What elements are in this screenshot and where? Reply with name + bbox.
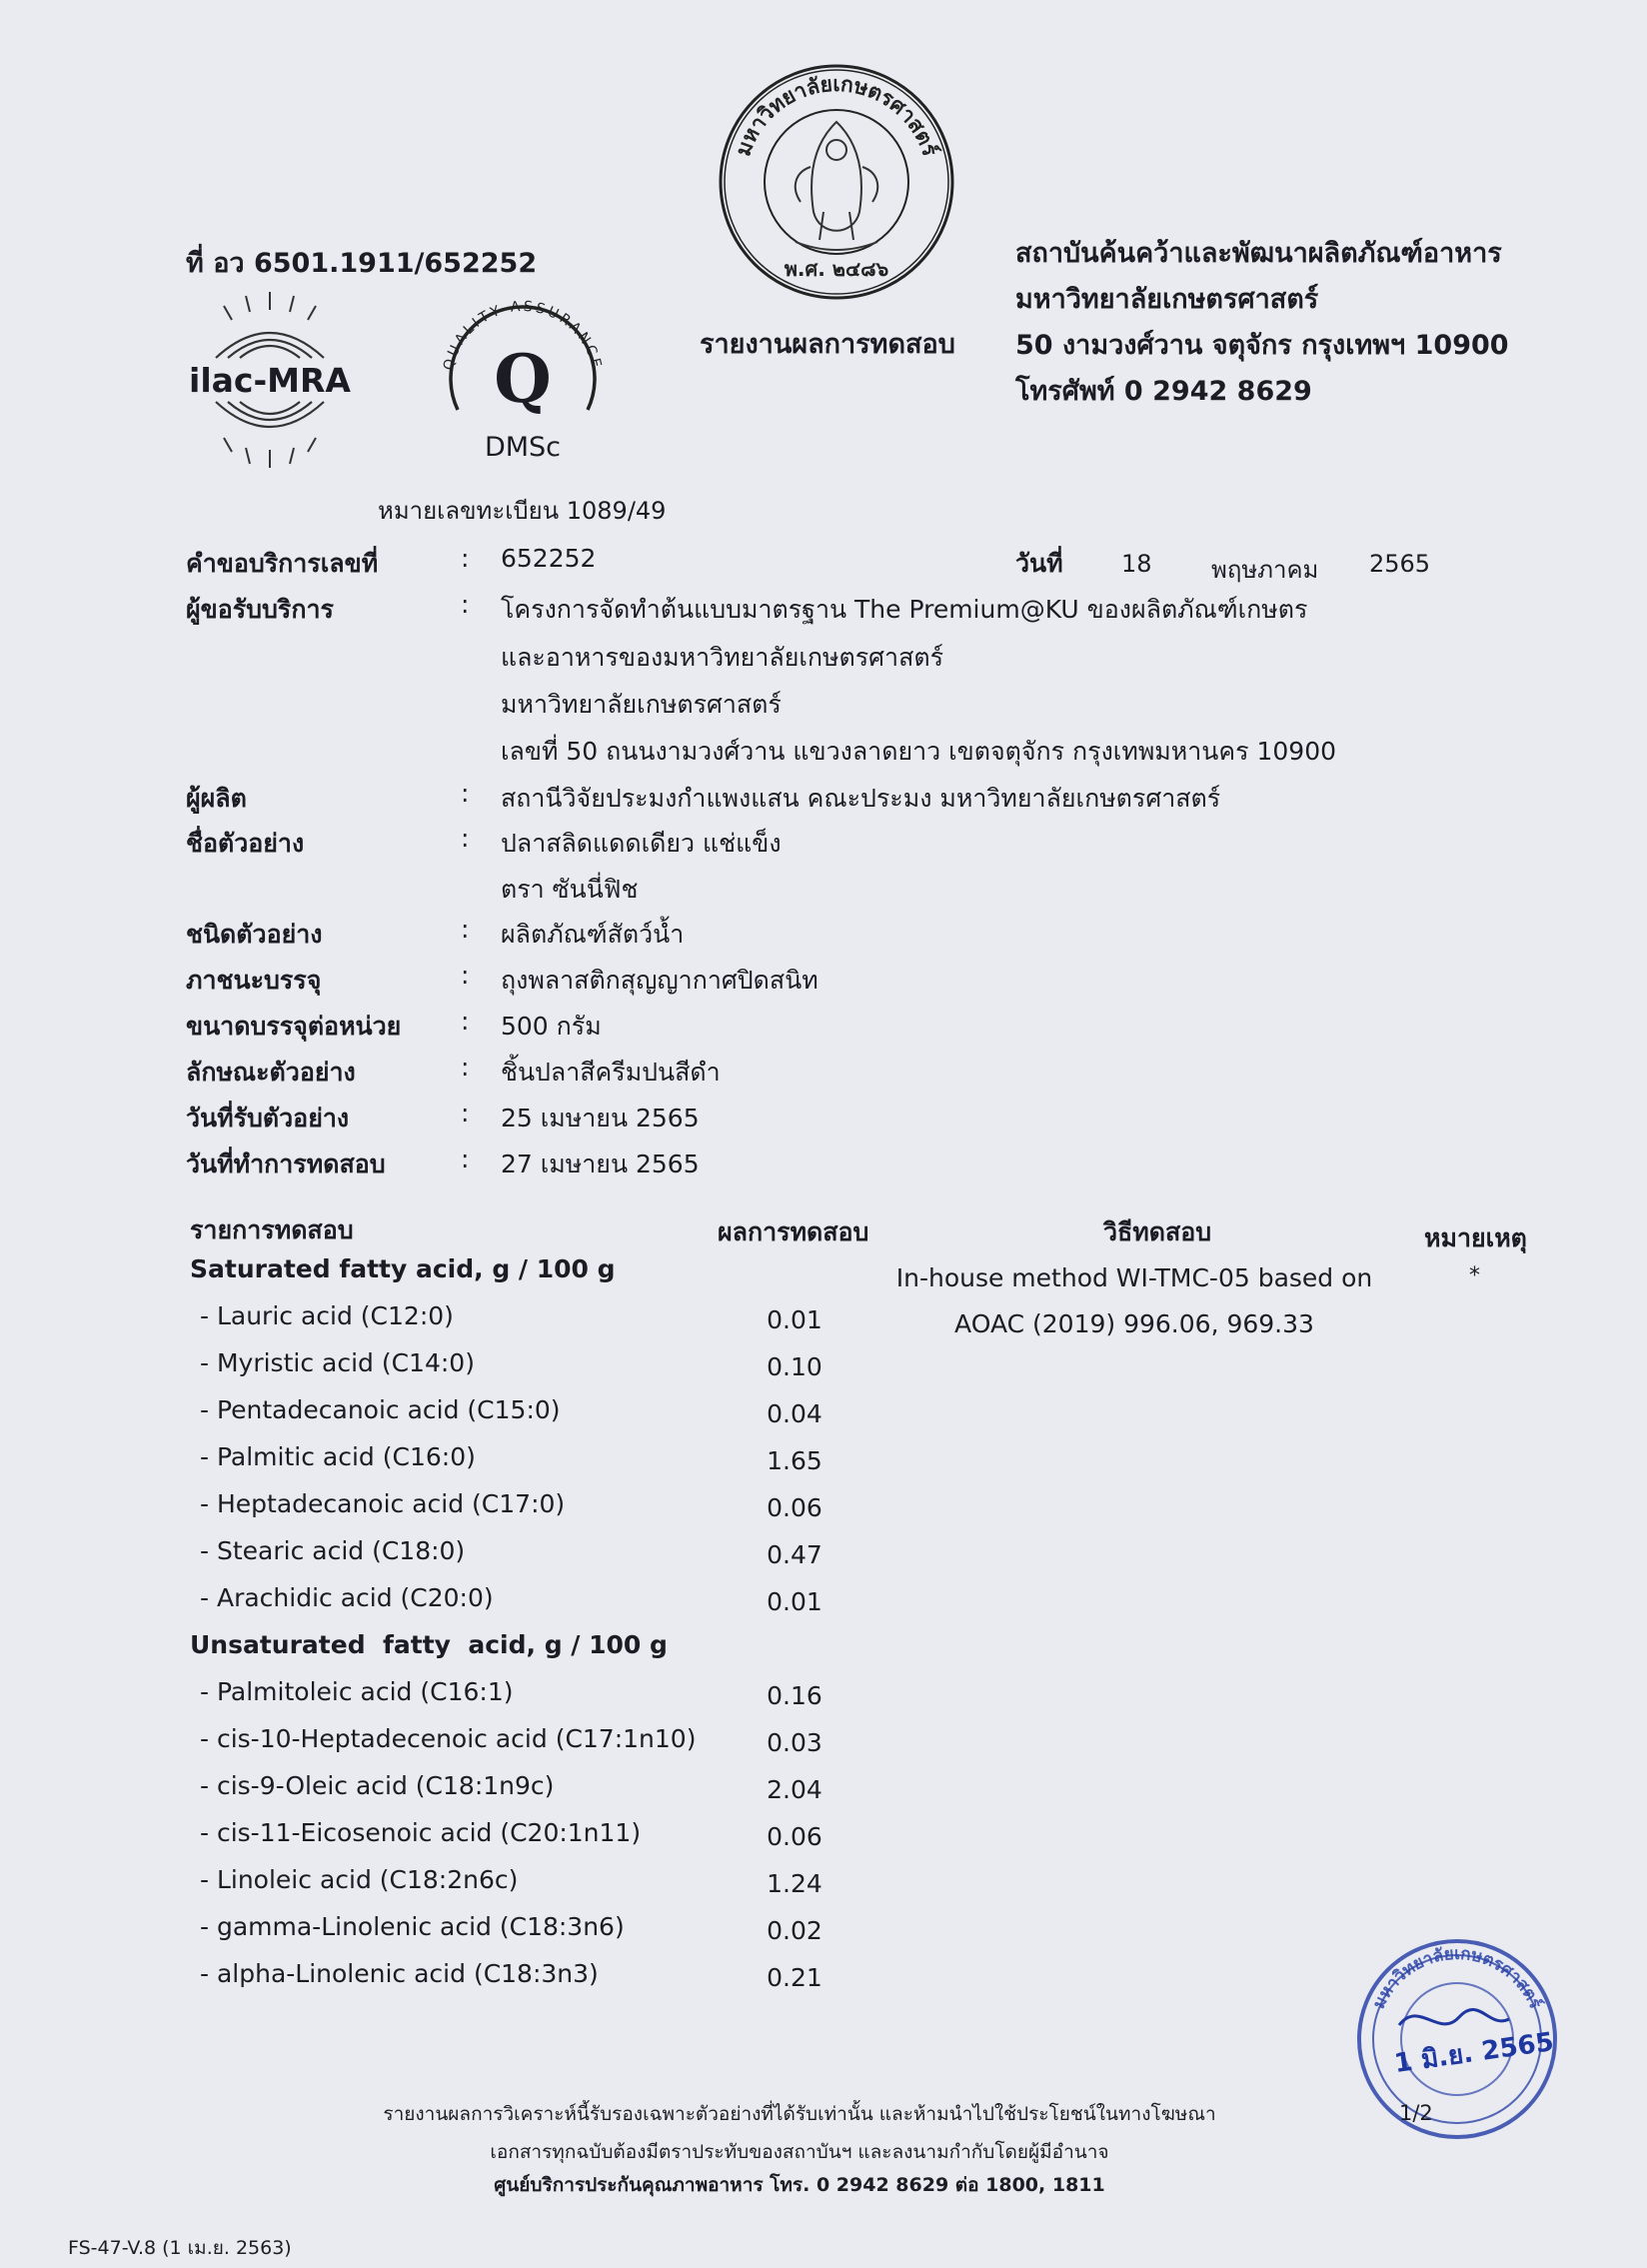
seal-ring-text: มหาวิทยาลัยเกษตรศาสตร์ — [731, 71, 942, 160]
footer-disclaimer-1: รายงานผลการวิเคราะห์นี้รับรองเฉพาะตัวอย่างที่ได้รับเท่านั้น และห้ามนำไปใช้ประโยชน์ในทางโฆษณา — [383, 2103, 1216, 2125]
colon: : — [461, 824, 470, 853]
method-line-1: In-house method WI-TMC-05 based on — [895, 1263, 1373, 1292]
result-row-name: - Linoleic acid (C18:2n6c) — [200, 1865, 519, 1894]
svg-text:มหาวิทยาลัยเกษตรศาสตร์ — [731, 72, 942, 160]
university-seal — [716, 62, 957, 302]
official-stamp — [1339, 1929, 1579, 2149]
field-label: ลักษณะตัวอย่าง — [186, 1058, 356, 1087]
svg-text:มหาวิทยาลัยเกษตรศาสตร์ — [1369, 1944, 1547, 2013]
institute-name: สถาบันค้นคว้าและพัฒนาผลิตภัณฑ์อาหาร — [1015, 238, 1502, 269]
dmsc-logo-graphic — [428, 290, 618, 470]
seal-year-text: พ.ศ. ๒๔๘๖ — [784, 257, 889, 281]
sample-brand: ตรา ซันนี่ฟิช — [501, 875, 639, 904]
result-row-value: 0.06 — [767, 1822, 823, 1851]
field-label: ชนิดตัวอย่าง — [186, 920, 323, 949]
result-row-value: 0.02 — [767, 1916, 823, 1945]
institute-university: มหาวิทยาลัยเกษตรศาสตร์ — [1015, 284, 1319, 315]
field-label: วันที่ทำการทดสอบ — [186, 1149, 386, 1178]
colon: : — [461, 961, 470, 990]
result-row-value: 0.06 — [767, 1493, 823, 1522]
ilac-logo-text: ilac-MRA — [189, 361, 351, 400]
stamp-date-text: 1 มิ.ย. 2565 — [1392, 2027, 1556, 2080]
stamp-ring-text: มหาวิทยาลัยเกษตรศาสตร์ — [1368, 1943, 1546, 2012]
header-remark: หมายเหตุ — [1424, 1223, 1527, 1252]
requester-line-3: มหาวิทยาลัยเกษตรศาสตร์ — [501, 690, 782, 719]
group-saturated-title: Saturated fatty acid, g / 100 g — [190, 1254, 616, 1283]
institute-address — [1015, 231, 1509, 415]
result-row-value: 0.10 — [767, 1352, 823, 1381]
field-label: ผู้ผลิต — [186, 784, 247, 813]
request-label: คำขอบริการเลขที่ — [186, 549, 379, 578]
date-year: 2565 — [1369, 550, 1431, 578]
colon: : — [461, 1053, 470, 1082]
result-row-value: 1.65 — [767, 1446, 823, 1475]
field-value: ถุงพลาสติกสุญญากาศปิดสนิท — [501, 966, 819, 995]
form-code: FS-47-V.8 (1 เม.ย. 2563) — [68, 2237, 292, 2259]
field-value: โครงการจัดทำต้นแบบมาตรฐาน The Premium@KU ของผลิตภัณฑ์เกษตร — [501, 595, 1308, 624]
field-value: 27 เมษายน 2565 — [501, 1149, 700, 1178]
footer-contact: ศูนย์บริการประกันคุณภาพอาหาร โทร. 0 2942 8629 ต่อ 1800, 1811 — [494, 2174, 1105, 2196]
ilac-logo-graphic — [176, 288, 364, 472]
request-number: 652252 — [501, 544, 597, 573]
field-label: วันที่รับตัวอย่าง — [186, 1104, 350, 1133]
result-row-value: 0.04 — [767, 1399, 823, 1428]
field-value: ผลิตภัณฑ์สัตว์น้ำ — [501, 920, 685, 949]
footer-disclaimer-2: เอกสารทุกฉบับต้องมีตราประทับของสถาบันฯ และลงนามกำกับโดยผู้มีอำนาจ — [490, 2141, 1109, 2163]
ref-number: ที่ อว 6501.1911/652252 — [186, 248, 538, 279]
colon: : — [461, 590, 470, 619]
test-method — [889, 1255, 1379, 1347]
header-method: วิธีทดสอบ — [1103, 1217, 1212, 1246]
result-row-name: - Arachidic acid (C20:0) — [200, 1583, 494, 1612]
dmsc-q-letter: Q — [494, 340, 552, 418]
date-day: 18 — [1121, 550, 1152, 578]
group-unsaturated-title: Unsaturated fatty acid, g / 100 g — [190, 1630, 668, 1659]
result-row-value: 0.21 — [767, 1963, 823, 1992]
field-label: ขนาดบรรจุต่อหน่วย — [186, 1012, 402, 1041]
field-value: สถานีวิจัยประมงกำแพงแสน คณะประมง มหาวิทยาลัยเกษตรศาสตร์ — [501, 784, 1221, 813]
result-row-name: - cis-9-Oleic acid (C18:1n9c) — [200, 1771, 555, 1800]
date-month: พฤษภาคม — [1211, 556, 1319, 584]
result-row-name: - Palmitic acid (C16:0) — [200, 1442, 476, 1471]
colon: : — [461, 544, 470, 573]
result-row-name: - cis-10-Heptadecenoic acid (C17:1n10) — [200, 1724, 697, 1753]
colon: : — [461, 1099, 470, 1128]
remark-mark: * — [1469, 1263, 1480, 1288]
stamp-graphic — [1339, 1929, 1579, 2149]
colon: : — [461, 1007, 470, 1036]
field-value: ชิ้นปลาสีครีมปนสีดำ — [501, 1058, 721, 1087]
result-row-value: 2.04 — [767, 1775, 823, 1804]
result-row-value: 0.01 — [767, 1305, 823, 1334]
colon: : — [461, 915, 470, 944]
result-row-name: - Pentadecanoic acid (C15:0) — [200, 1395, 561, 1424]
colon: : — [461, 779, 470, 808]
method-line-2: AOAC (2019) 996.06, 969.33 — [954, 1309, 1314, 1338]
requester-line-2: และอาหารของมหาวิทยาลัยเกษตรศาสตร์ — [501, 643, 943, 672]
dmsc-name-text: DMSc — [484, 432, 562, 463]
registration-number: หมายเลขทะเบียน 1089/49 — [378, 497, 667, 525]
page-number: 1/2 — [1399, 2101, 1433, 2125]
result-row-value: 1.24 — [767, 1869, 823, 1898]
field-label: ชื่อตัวอย่าง — [186, 829, 305, 858]
field-value: 25 เมษายน 2565 — [501, 1104, 700, 1133]
colon: : — [461, 1144, 470, 1173]
ilac-mra-logo — [176, 288, 364, 472]
result-row-name: - alpha-Linolenic acid (C18:3n3) — [200, 1959, 599, 1988]
result-row-name: - gamma-Linolenic acid (C18:3n6) — [200, 1912, 625, 1941]
result-row-name: - Heptadecanoic acid (C17:0) — [200, 1489, 566, 1518]
result-row-value: 0.47 — [767, 1540, 823, 1569]
header-test-item: รายการทดสอบ — [190, 1215, 354, 1244]
result-row-name: - cis-11-Eicosenoic acid (C20:1n11) — [200, 1818, 642, 1847]
dmsc-ring-text: QUALITY ASSURANCE — [440, 298, 606, 373]
report-title: รายงานผลการทดสอบ — [700, 329, 955, 360]
requester-line-4: เลขที่ 50 ถนนงามวงศ์วาน แขวงลาดยาว เขตจตุจักร กรุงเทพมหานคร 10900 — [501, 737, 1337, 766]
result-row-name: - Palmitoleic acid (C16:1) — [200, 1677, 514, 1706]
institute-phone: โทรศัพท์ 0 2942 8629 — [1015, 376, 1312, 407]
result-row-value: 0.01 — [767, 1587, 823, 1616]
field-label: ผู้ขอรับบริการ — [186, 595, 334, 624]
field-label: ภาชนะบรรจุ — [186, 966, 322, 995]
header-result: ผลการทดสอบ — [718, 1217, 869, 1246]
institute-street: 50 งามวงศ์วาน จตุจักร กรุงเทพฯ 10900 — [1015, 330, 1509, 361]
result-row-value: 0.16 — [767, 1681, 823, 1710]
result-row-value: 0.03 — [767, 1728, 823, 1757]
field-value: ปลาสลิดแดดเดียว แช่แข็ง — [501, 829, 782, 858]
date-label: วันที่ — [1015, 549, 1063, 578]
result-row-name: - Myristic acid (C14:0) — [200, 1348, 475, 1377]
university-seal-graphic — [716, 62, 957, 302]
result-row-name: - Stearic acid (C18:0) — [200, 1536, 466, 1565]
dmsc-logo — [428, 290, 618, 470]
field-value: 500 กรัม — [501, 1012, 602, 1041]
result-row-name: - Lauric acid (C12:0) — [200, 1301, 454, 1330]
